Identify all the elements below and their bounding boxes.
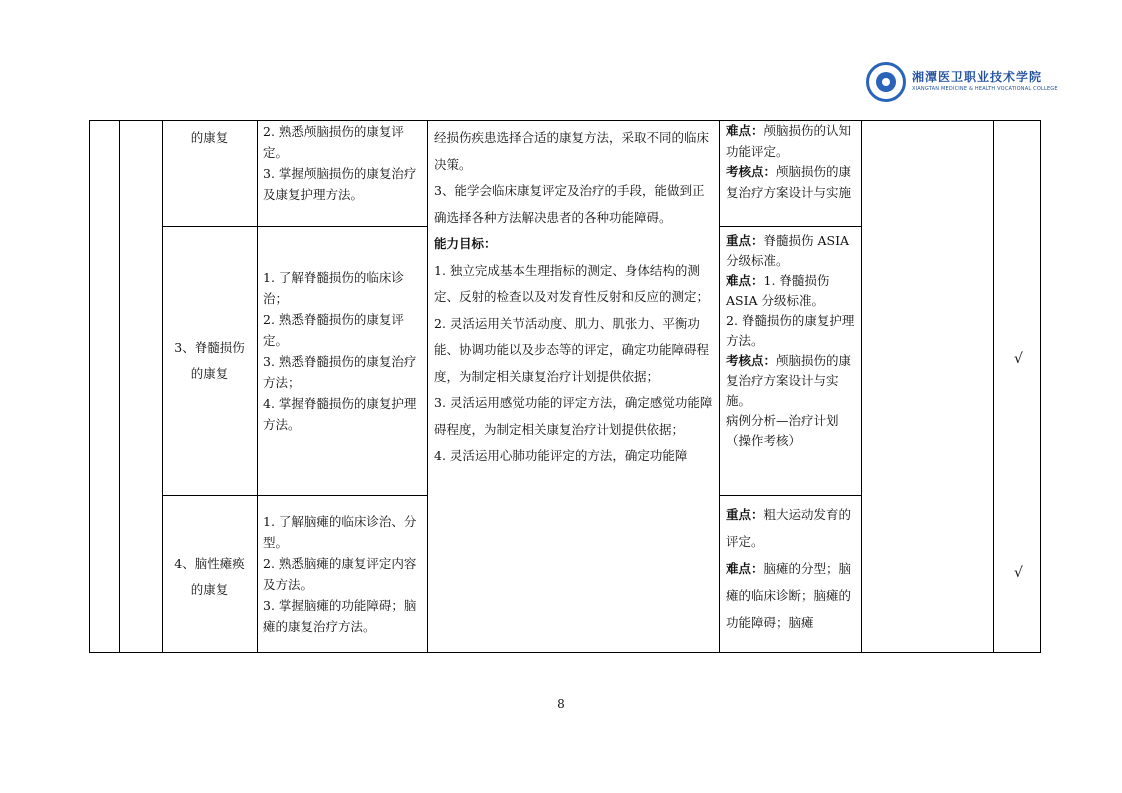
difficulty-text: 脑瘫的分型；脑瘫的临床诊断；脑瘫的功能障碍；脑瘫 <box>726 561 852 630</box>
key-label: 重点： <box>726 507 764 522</box>
logo-english-name: XIANGTAN MEDICINE & HEALTH VOCATIONAL COLLEGE <box>912 86 1058 92</box>
exam-label: 考核点： <box>726 164 777 179</box>
content-item: 2. 熟悉脑瘫的康复评定内容及方法。 <box>263 556 417 592</box>
difficulty-label: 难点： <box>726 273 764 288</box>
ability-item: 3. 灵活运用感觉功能的评定方法，确定感觉功能障碍程度，为制定相关康复治疗计划提供依据； <box>434 395 713 437</box>
module-line: 的康复 <box>190 582 229 597</box>
content-cell <box>263 267 423 435</box>
course-table <box>89 120 1041 653</box>
difficulty-label: 难点： <box>726 123 764 138</box>
content-item: 4. 掌握脊髓损伤的康复护理方法。 <box>263 396 417 432</box>
goal-paragraph: 经损伤疾患选择合适的康复方法，采取不同的临床决策。 <box>434 130 710 172</box>
page-number: 8 <box>557 697 565 711</box>
exam-text: 病例分析—治疗计划（操作考核） <box>726 413 839 448</box>
content-item: 1. 了解脑瘫的临床诊治、分型。 <box>263 514 417 550</box>
module-name <box>162 551 257 603</box>
module-name: 的康复 <box>190 130 229 145</box>
goals-cell <box>434 125 714 470</box>
ability-item: 1. 独立完成基本生理指标的测定、身体结构的测定、反射的检查以及对发育性反射和反应的测定； <box>434 262 710 304</box>
content-item: 3. 掌握脑瘫的功能障碍；脑瘫的康复治疗方法。 <box>263 598 417 634</box>
key-label: 重点： <box>726 233 764 248</box>
college-emblem-icon <box>866 62 906 102</box>
content-cell <box>263 121 423 205</box>
exam-text: 颅脑损伤的康复治疗方案设计与实施 <box>726 164 852 200</box>
content-item: 1. 了解脊髓损伤的临床诊治； <box>263 270 404 306</box>
key-point-cell <box>726 231 858 451</box>
difficulty-text: 1. 脊髓损伤 ASIA 分级标准。 <box>726 273 830 308</box>
key-point-cell <box>726 121 856 203</box>
content-item: 3. 掌握颅脑损伤的康复治疗及康复护理方法。 <box>263 166 417 202</box>
module-line: 的康复 <box>190 366 229 381</box>
ability-title: 能力目标： <box>434 236 497 251</box>
exam-label: 考核点： <box>726 353 777 368</box>
content-cell <box>263 511 423 637</box>
difficulty-text: 颅脑损伤的认知功能评定。 <box>726 123 852 159</box>
check-mark: √ <box>1014 351 1023 367</box>
key-text: 粗大运动发育的评定。 <box>726 507 852 549</box>
content-item: 2. 熟悉脊髓损伤的康复评定。 <box>263 312 404 348</box>
module-line: 4、脑性瘫痪 <box>174 556 245 571</box>
content-item: 2. 熟悉颅脑损伤的康复评定。 <box>263 124 404 160</box>
exam-text: 颅脑损伤的康复治疗方案设计与实施。 <box>726 353 852 408</box>
check-mark: √ <box>1014 565 1023 581</box>
key-point-cell <box>726 501 858 636</box>
ability-item: 4. 灵活运用心肺功能评定的方法，确定功能障 <box>434 448 688 463</box>
module-name <box>162 335 257 387</box>
goal-paragraph: 3、能学会临床康复评定及治疗的手段，能做到正确选择各种方法解决患者的各种功能障碍。 <box>434 183 705 225</box>
difficulty-label: 难点： <box>726 561 764 576</box>
content-item: 3. 熟悉脊髓损伤的康复治疗方法； <box>263 354 417 390</box>
key-text: 脊髓损伤 ASIA 分级标准。 <box>726 233 850 268</box>
module-line: 3、脊髓损伤 <box>174 340 245 355</box>
college-logo <box>866 62 1058 106</box>
difficulty-text: 2. 脊髓损伤的康复护理方法。 <box>726 313 855 348</box>
ability-item: 2. 灵活运用关节活动度、肌力、肌张力、平衡功能、协调功能以及步态等的评定，确定功能障碍程度，为制定相关康复治疗计划提供依据； <box>434 315 710 384</box>
logo-chinese-name: 湘潭医卫职业技术学院 <box>912 70 1043 84</box>
